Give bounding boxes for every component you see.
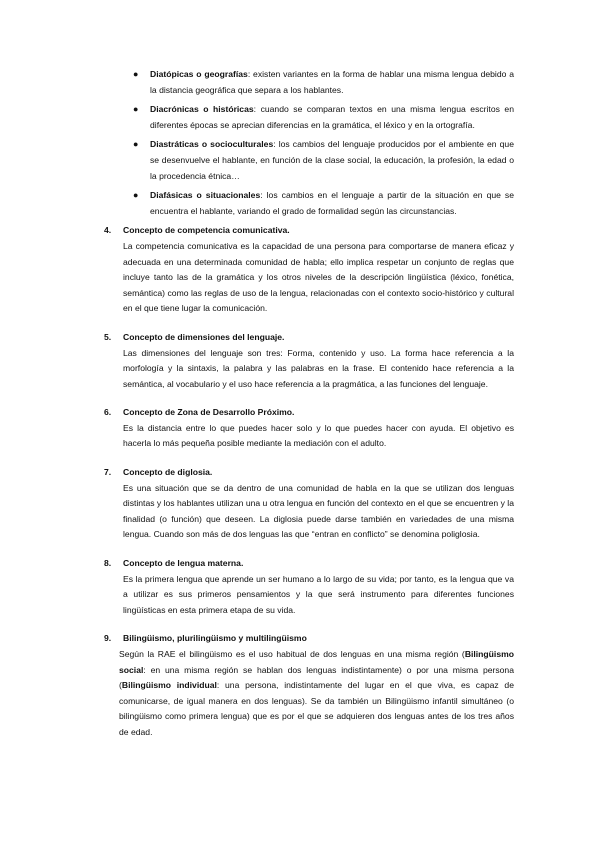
list-item-text: : los cambios del lenguaje producidos por el ambiente en que se desenvuelve el hablante, en función de la clase social, la educación, la profesión, la edad o la procedencia étnica… (150, 139, 514, 181)
section-title: Concepto de competencia comunicativa. (123, 225, 290, 236)
section-heading (104, 556, 599, 572)
section-diglosia (0, 465, 599, 543)
list-item-text: : los cambios en el lenguaje a partir de la situación en que se encuentra el hablante, variando el grado de formalidad según las circunstancias. (150, 190, 515, 216)
bullet-icon: ● (133, 190, 139, 201)
section-heading (104, 223, 599, 239)
section-heading (104, 631, 599, 647)
section-body: Es la primera lengua que aprende un ser humano a lo largo de su vida; por tanto, es la lengua que va a utilizar es sus primeros pensamientos y la que será instrumento para diferentes funciones lingüísticas en esta primera etapa de su vida. (123, 573, 514, 615)
body-text: : una persona, indistintamente del lugar en el que viva, es capaz de comunicarse, de igual manera en dos lenguas). Se da también un Bilingüismo infantil simultáneo (o bilingüismo como primera lengua) que es por el que se adquieren dos lenguas antes de los tres años de edad. (119, 680, 514, 737)
section-lengua-materna (0, 556, 599, 618)
list-item-term: Diacrónicas o históricas (150, 104, 254, 115)
section-title: Concepto de lengua materna. (123, 558, 244, 569)
list-item (133, 102, 514, 133)
section-body: La competencia comunicativa es la capacidad de una persona para comportarse de manera eficaz y adecuada en una determinada comunidad de habla; ello implica respetar un conjunto de reglas que incluye tanto las de la gramática y los otros niveles de la descripción lingüística (léxico, fonética, semántica) como las reglas de uso de la lengua, relacionadas con el contexto socio-histórico y cultural en el que tiene lugar la comunicación. (123, 240, 514, 314)
body-text: Según la RAE el bilingüismo es el uso habitual de dos lenguas en una misma región ( (119, 649, 465, 659)
section-heading (104, 330, 599, 346)
section-zona-desarrollo-proximo (0, 405, 599, 452)
section-title: Bilingüismo, plurilingüismo y multilingüismo (123, 633, 307, 644)
list-item (133, 137, 514, 184)
section-title: Concepto de dimensiones del lenguaje. (123, 331, 285, 342)
section-title: Concepto de diglosia. (123, 467, 213, 478)
bullet-icon: ● (133, 139, 139, 150)
section-number: 5. (104, 331, 112, 342)
bullet-icon: ● (133, 69, 139, 79)
term-bilinguismo-social: Bilingüismo social (119, 649, 514, 675)
section-body: Es la distancia entre lo que puedes hacer solo y lo que puedes hacer con ayuda. El objetivo es hacerla lo más pequeña posible mediante la mediación con el adulto. (123, 422, 514, 449)
section-body: Es una situación que se da dentro de una comunidad de habla en la que se utilizan dos lenguas distintas y los hablantes utilizan una u otra lengua en función del contexto en el que se encuentren y la finalidad (o función) que deseen. La diglosia puede darse también en variedades de una misma lengua. Cuando son más de dos lenguas las que “entran en conflicto” se denomina poliglosia. (123, 482, 514, 540)
list-item-term: Diatópicas o geografías (150, 69, 248, 79)
list-item-text: : existen variantes en la forma de hablar una misma lengua debido a la distancia geográfica que separa a los hablantes. (150, 69, 514, 95)
section-title: Concepto de Zona de Desarrollo Próximo. (123, 407, 295, 418)
section-body: Las dimensiones del lenguaje son tres: Forma, contenido y uso. La forma hace referencia a la morfología y la sintaxis, la palabra y las palabras en la frase. El contenido hace referencia a la semántica, al vocabulario y el uso hace referencia a la pragmática, a las funciones del lenguaje. (123, 347, 514, 389)
section-number: 8. (104, 558, 112, 569)
list-item-term: Diastráticas o socioculturales (150, 139, 274, 150)
list-item (133, 67, 514, 98)
section-heading (104, 465, 599, 481)
list-item-term: Diafásicas o situacionales (150, 190, 261, 201)
section-number: 6. (104, 407, 112, 418)
section-number: 9. (104, 633, 112, 644)
document-content (0, 67, 599, 741)
section-competencia-comunicativa (0, 223, 599, 317)
section-bilinguismo (0, 631, 599, 740)
term-bilinguismo-individual: Bilingüismo individual (121, 680, 217, 691)
section-body (119, 647, 514, 741)
bullet-icon: ● (133, 104, 139, 115)
section-number: 4. (104, 225, 112, 236)
body-text: : en una misma región se hablan dos lenguas indistintamente) o por una misma persona ( (119, 664, 514, 691)
list-item (133, 188, 515, 219)
list-item-text: : cuando se comparan textos en una misma lengua escritos en diferentes épocas se aprecian diferencias en la gramática, el léxico y en la ortografía. (150, 104, 514, 130)
variation-types-list (0, 67, 599, 219)
section-heading (104, 405, 599, 421)
section-number: 7. (104, 467, 112, 478)
section-dimensiones-lenguaje (0, 330, 599, 392)
